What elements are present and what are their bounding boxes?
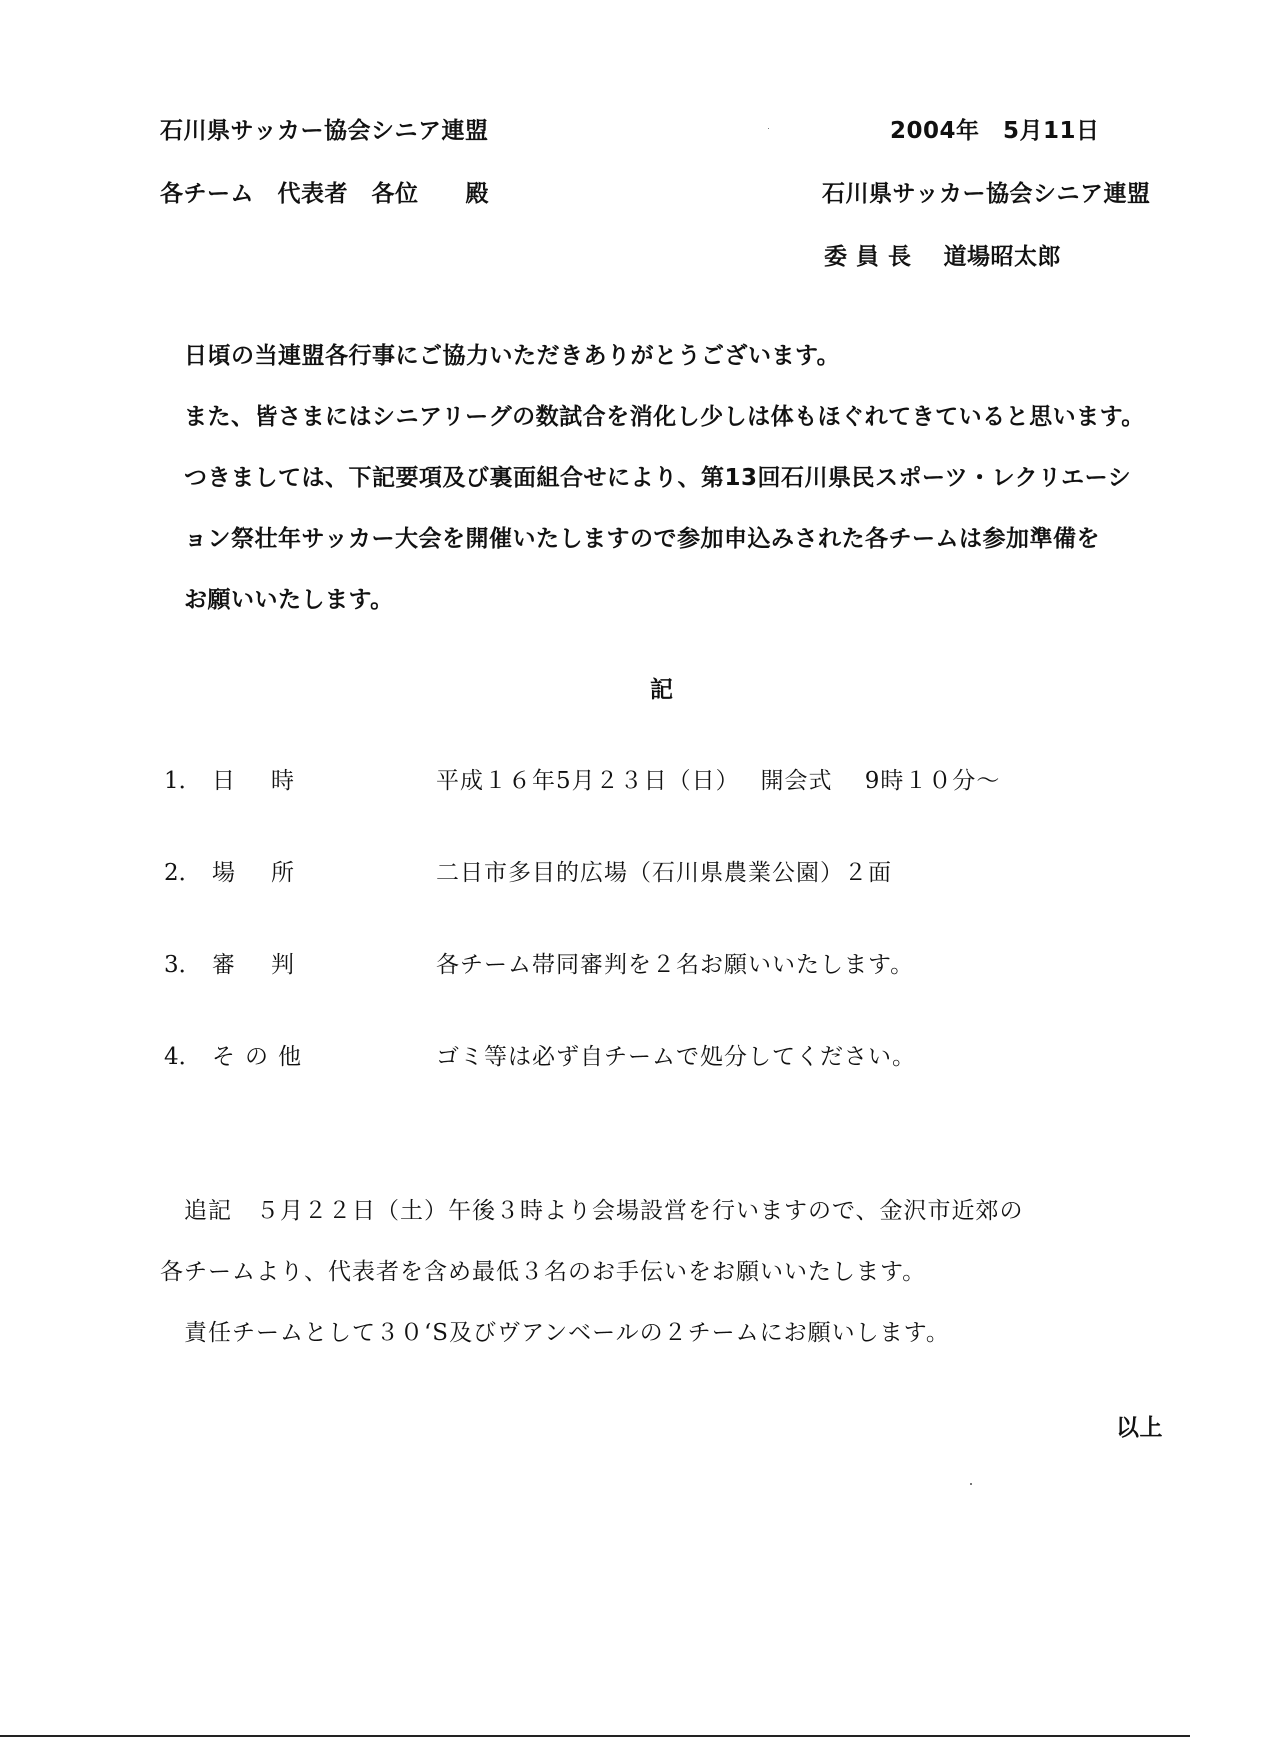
item-number: 2． (164, 860, 202, 886)
postscript-line: 各チームより、代表者を含め最低３名のお手伝いをお願いいたします。 (160, 1259, 927, 1285)
item-value: 二日市多目的広場（石川県農業公園）２面 (436, 860, 892, 886)
postscript-line: 責任チームとして３０‘S及びヴアンベールの２チームにお願いします。 (184, 1320, 950, 1346)
postscript-line: 追記 ５月２２日（土）午後３時より会場設営を行いますので、金沢市近郊の (184, 1198, 1024, 1224)
item-label: 日時 (212, 768, 330, 794)
item-label: その他 (212, 1044, 311, 1070)
item-value: 各チーム帯同審判を２名お願いいたします。 (436, 952, 915, 978)
document-date: 2004年 5月11日 (890, 118, 1100, 144)
issuer-chairman: 委 員 長 道場昭太郎 (824, 244, 1062, 270)
scan-speck (768, 128, 769, 129)
closing-remark: 以上 (1116, 1415, 1163, 1441)
body-line: つきましては、下記要項及び裏面組合せにより、第13回石川県民スポーツ・レクリエーシ (184, 465, 1132, 491)
item-number: 4． (164, 1044, 202, 1070)
scan-speck (970, 1483, 972, 1485)
body-line: ョン祭壮年サッカー大会を開催いたしますので参加申込みされた各チームは参加準備を (184, 526, 1101, 552)
scan-edge-line (0, 1735, 1190, 1737)
item-value: ゴミ等は必ず自チームで処分してください。 (436, 1044, 916, 1070)
item-value: 平成１６年5月２３日（日） 開会式 9時１０分～ (436, 768, 1001, 794)
item-number: 1． (164, 768, 202, 794)
item-number: 3． (164, 952, 202, 978)
addressee: 各チーム 代表者 各位 殿 (160, 181, 489, 207)
body-line: また、皆さまにはシニアリーグの数試合を消化し少しは体もほぐれてきていると思います。 (184, 404, 1145, 430)
item-label: 場所 (212, 860, 330, 886)
issuer-organization: 石川県サッカー協会シニア連盟 (822, 181, 1151, 207)
body-line: 日頃の当連盟各行事にご協力いただきありがとうございます。 (184, 343, 841, 369)
item-label: 審判 (212, 952, 330, 978)
body-line: お願いいたします。 (184, 587, 394, 613)
ki-heading: 記 (650, 677, 674, 703)
sender-organization: 石川県サッカー協会シニア連盟 (160, 118, 489, 144)
